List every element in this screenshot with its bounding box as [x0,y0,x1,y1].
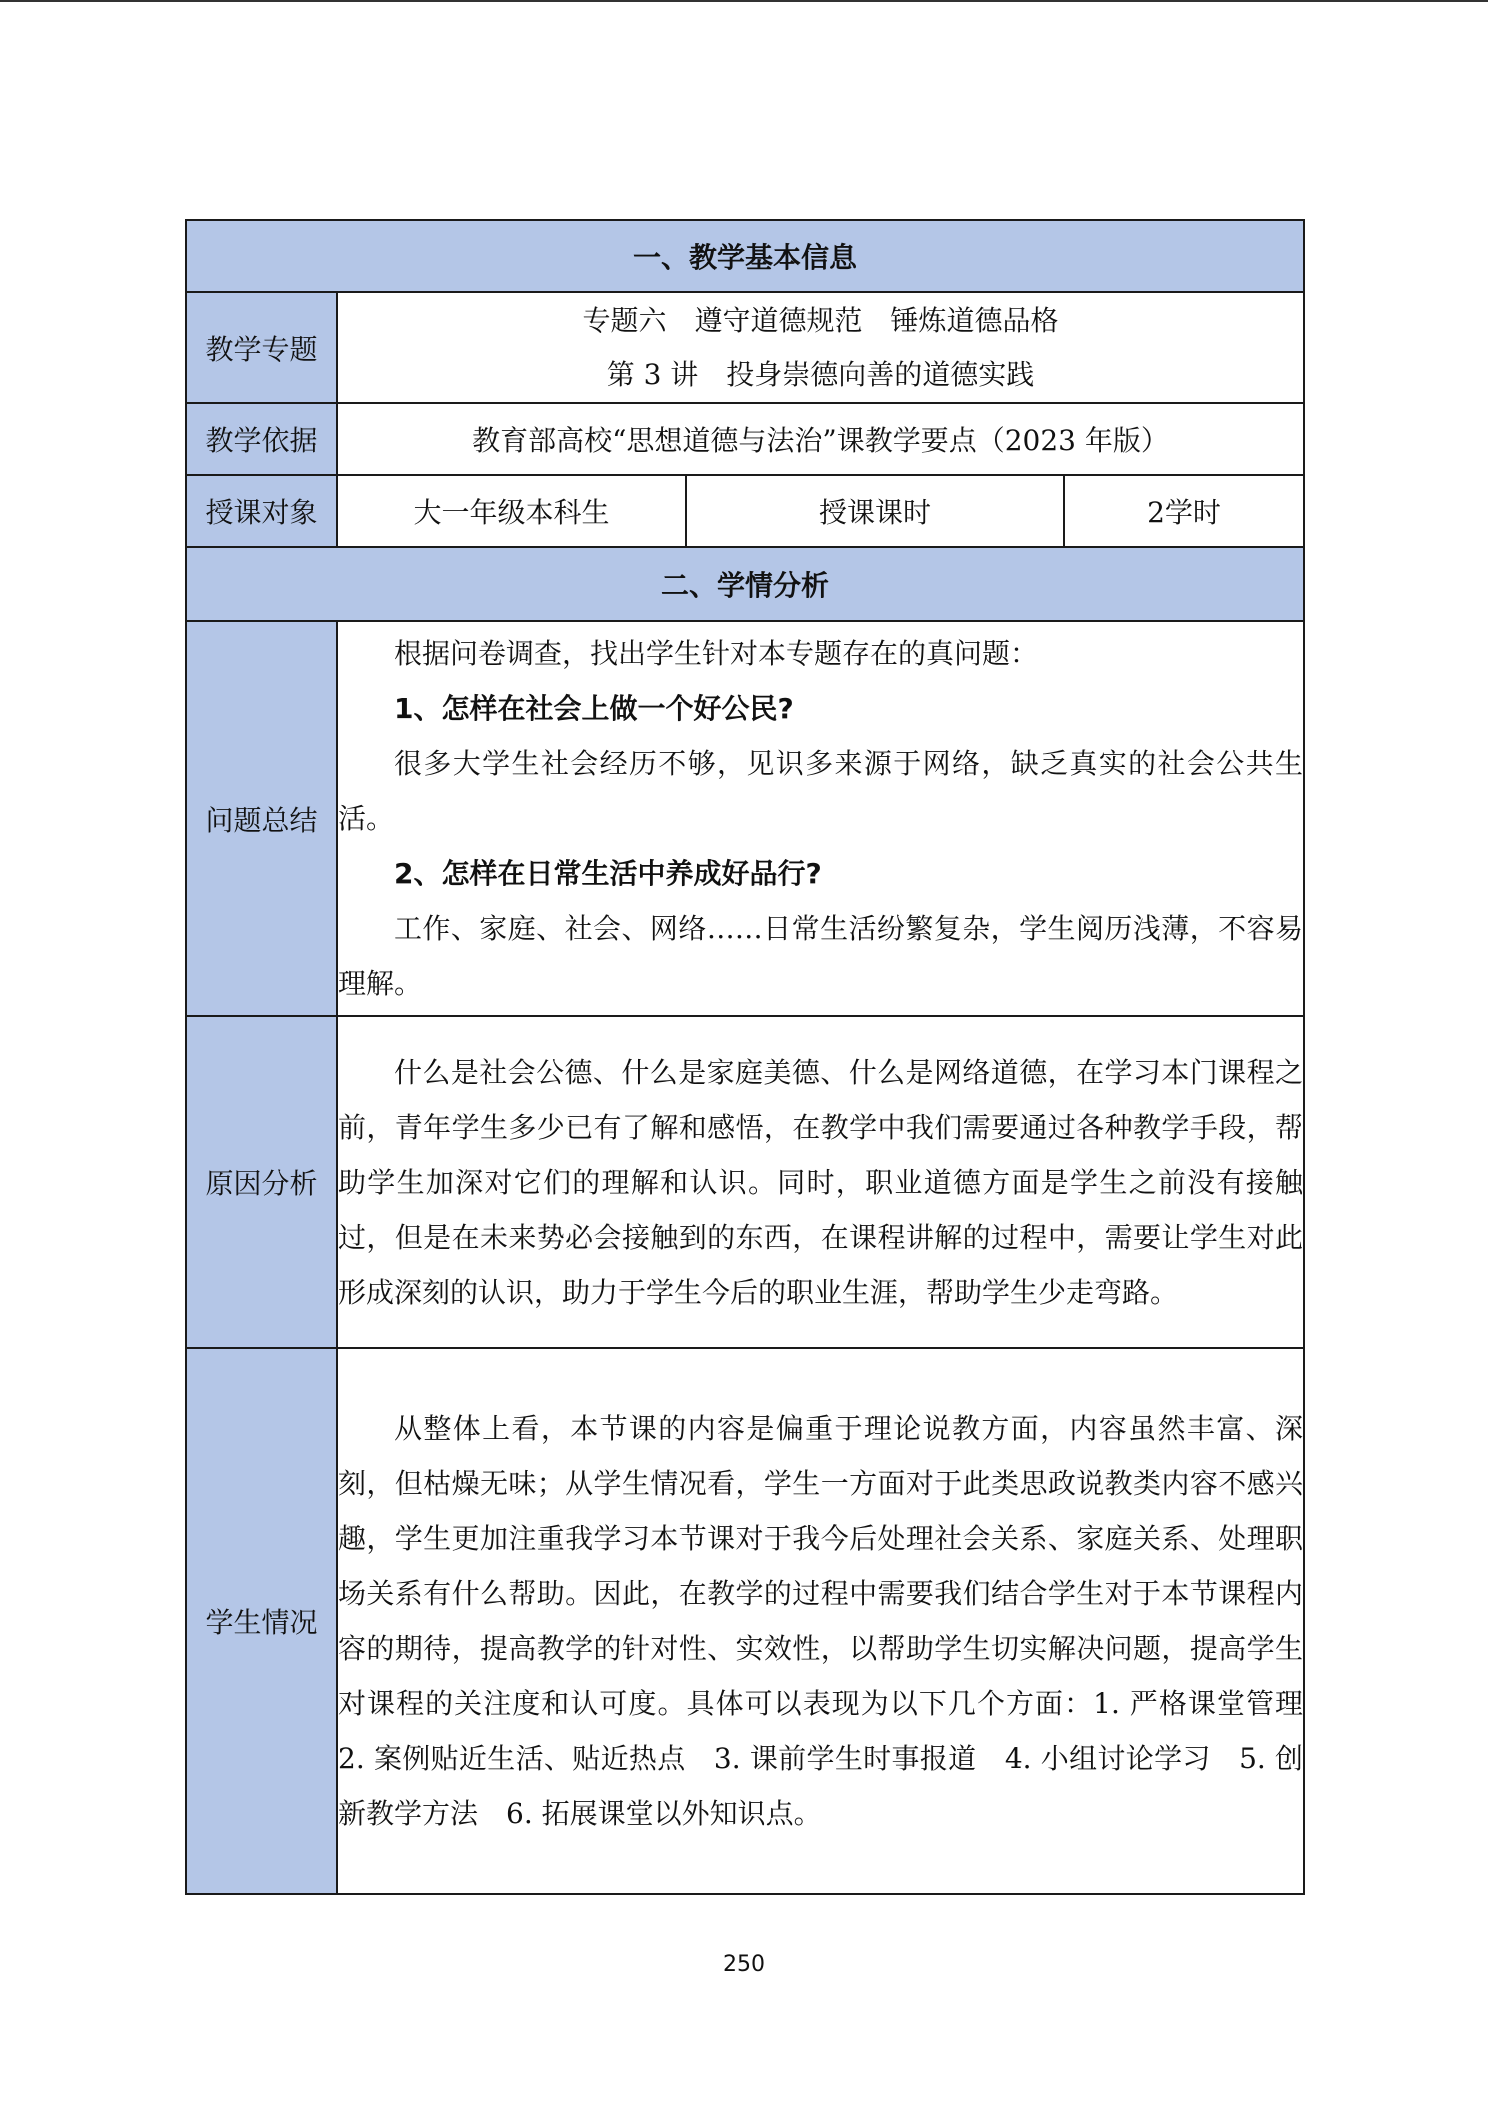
basis-value: 教育部高校“思想道德与法治”课教学要点（2023 年版） [337,403,1304,475]
student-content [337,1348,1332,1894]
topic-label: 教学专题 [186,292,337,403]
audience-value: 大一年级本科生 [337,475,686,547]
topic-line-1: 专题六 遵守道德规范 锤炼道德品格 [582,303,1059,337]
top-border-line [0,0,1488,2]
question-2: 2、怎样在日常生活中养成好品行? [394,857,822,890]
question-1: 1、怎样在社会上做一个好公民? [394,692,794,725]
cause-label: 原因分析 [186,1016,337,1348]
hours-label: 授课课时 [686,475,1064,547]
basis-label: 教学依据 [186,403,337,475]
student-label: 学生情况 [186,1348,337,1894]
question-1-text: 很多大学生社会经历不够，见识多来源于网络，缺乏真实的社会公共生活。 [338,747,1304,835]
cause-text: 什么是社会公德、什么是家庭美德、什么是网络道德，在学习本门课程之前，青年学生多少已有了解和感悟，在教学中我们需要通过各种教学手段，帮助学生加深对它们的理解和认识。同时，职业道德方面是学生之前没有接触过，但是在未来势必会接触到的东西，在课程讲解的过程中，需要让学生对此形成深刻的认识，助力于学生今后的职业生涯，帮助学生少走弯路。 [338,1055,1304,1309]
topic-value [337,292,1304,403]
summary-label: 问题总结 [186,621,337,1016]
section-learning-analysis-header: 二、学情分析 [186,547,1304,621]
student-text: 从整体上看，本节课的内容是偏重于理论说教方面，内容虽然丰富、深刻，但枯燥无味；从学生情况看，学生一方面对于此类思政说教类内容不感兴趣，学生更加注重我学习本节课对于我今后处理社会关系、家庭关系、处理职场关系有什么帮助。因此，在教学的过程中需要我们结合学生对于本节课程内容的期待，提高教学的针对性、实效性，以帮助学生切实解决问题，提高学生对课程的关注度和认可度。具体可以表现为以下几个方面：1. 严格课堂管理 2. 案例贴近生活、贴近热点 3. 课前学生时事报道 4. 小组讨论学习 5. 创新教学方法 6. 拓展课堂以外知识点。 [338,1412,1332,1830]
summary-content [337,621,1304,1016]
audience-label: 授课对象 [186,475,337,547]
page-number: 250 [723,1952,765,1977]
cause-content [337,1016,1304,1348]
question-2-text: 工作、家庭、社会、网络……日常生活纷繁复杂，学生阅历浅薄，不容易理解。 [338,912,1304,1000]
teaching-info-table [185,219,1332,1895]
topic-line-2: 第 3 讲 投身崇德向善的道德实践 [606,357,1035,391]
summary-intro: 根据问卷调查，找出学生针对本专题存在的真问题： [394,637,1039,670]
section-basic-info-header: 一、教学基本信息 [186,220,1304,292]
hours-value: 2学时 [1064,475,1304,547]
